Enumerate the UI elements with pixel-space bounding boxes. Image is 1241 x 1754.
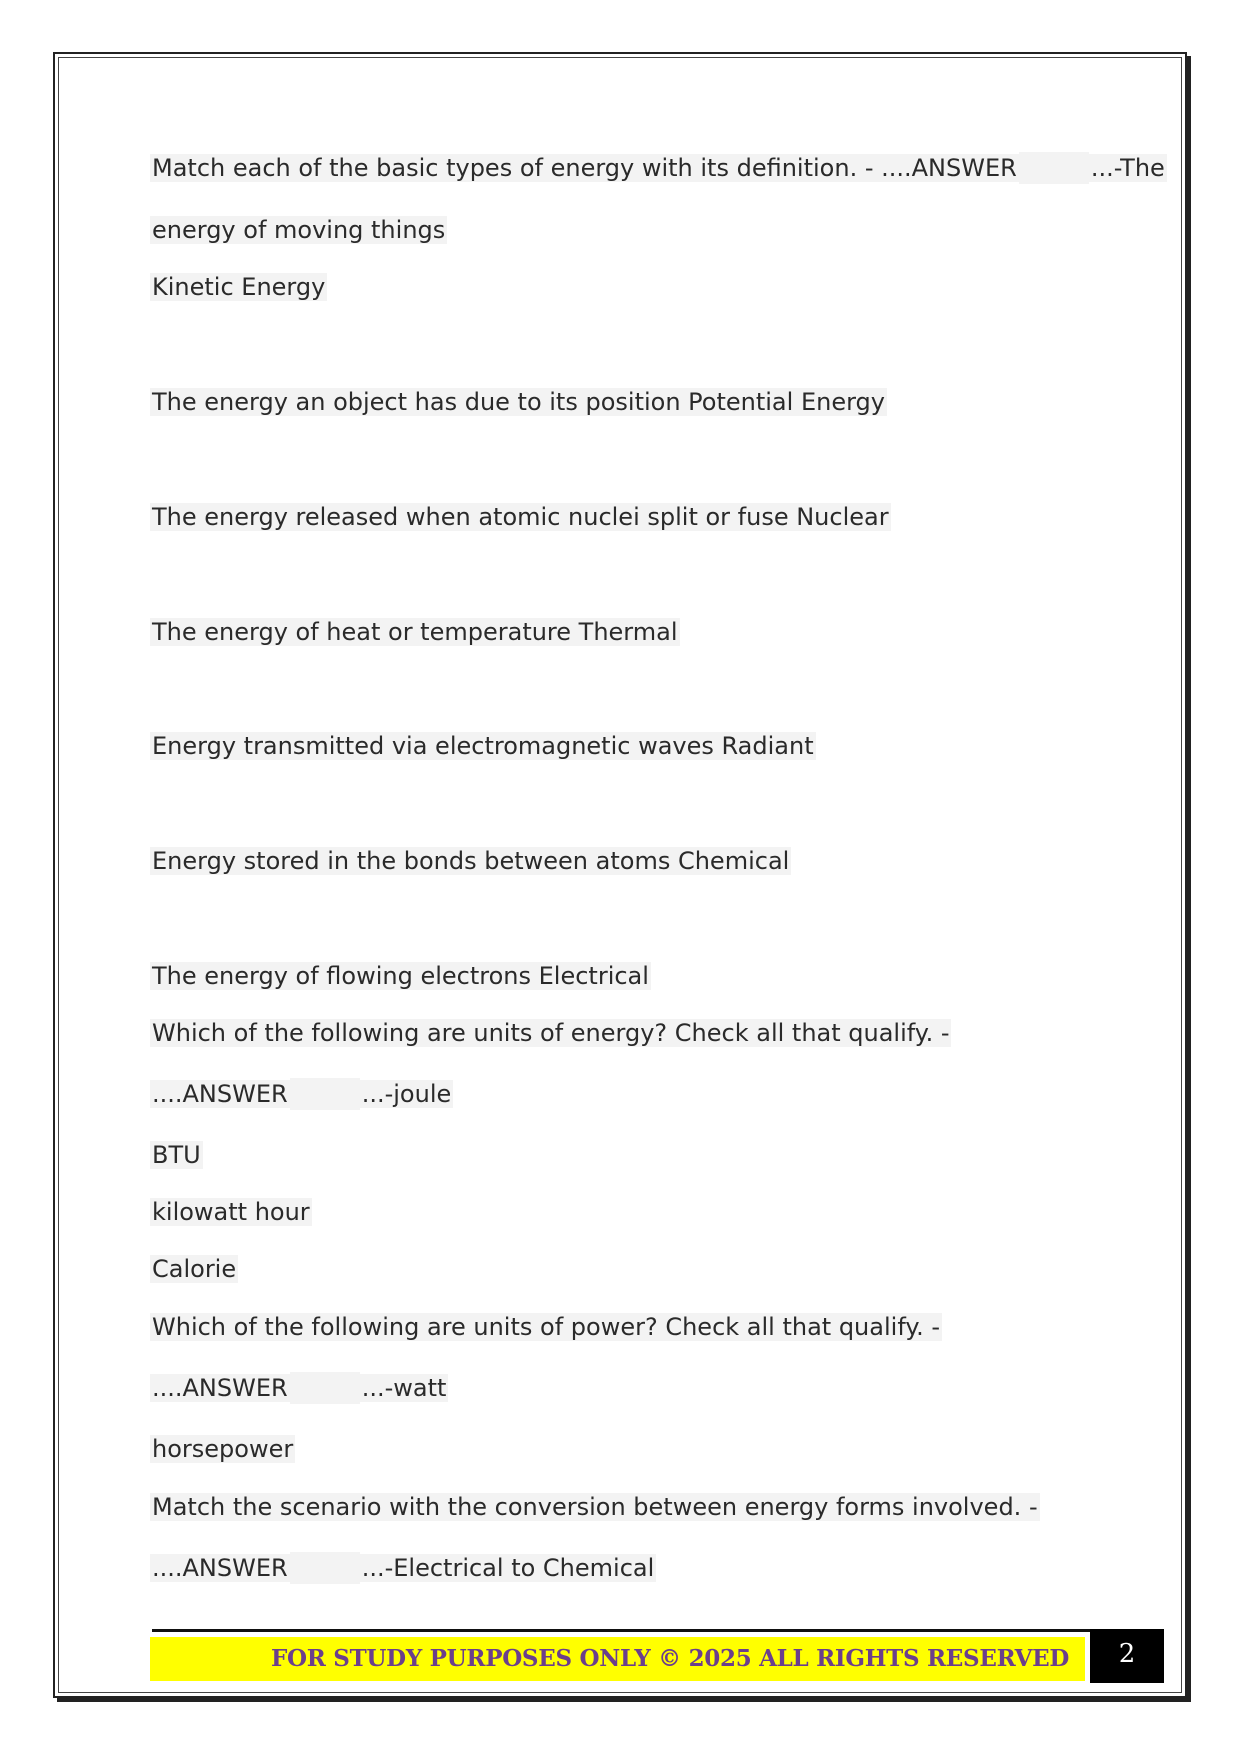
answer-text: kilowatt hour [152, 1198, 310, 1226]
question-1-line-6 [150, 616, 680, 648]
question-1-line-2 [150, 214, 447, 246]
answer-gap [290, 1552, 360, 1584]
footer-rule [152, 1629, 1092, 1632]
question-4-prompt [150, 1491, 1040, 1523]
answer-text: The energy an object has due to its position Potential Energy [152, 388, 885, 416]
answer-label: ....ANSWER [152, 1080, 288, 1108]
answer-gap [290, 1372, 360, 1404]
answer-gap [290, 1078, 360, 1110]
answer-text: Energy stored in the bonds between atoms Chemical [152, 847, 790, 875]
answer-text: BTU [152, 1141, 201, 1169]
question-3-answer [150, 1372, 448, 1404]
answer-text: energy of moving things [152, 216, 446, 244]
question-1-prompt: Match each of the basic types of energy with its definition. - ....ANSWER [152, 154, 1017, 182]
question-2-line-5 [150, 1253, 238, 1285]
question-3-prompt [150, 1311, 942, 1343]
question-2-line-4 [150, 1196, 312, 1228]
answer-gap [1019, 152, 1089, 184]
page-number: 2 [1090, 1629, 1164, 1683]
question-2-answer [150, 1078, 453, 1110]
footer-notice: FOR STUDY PURPOSES ONLY © 2025 ALL RIGHTS RESERVED [150, 1637, 1085, 1681]
answer-text: Calorie [152, 1255, 237, 1283]
answer-text: ...-Electrical to Chemical [361, 1554, 655, 1582]
answer-text: The energy of flowing electrons Electrical [152, 962, 649, 990]
question-1-line-4 [150, 386, 887, 418]
question-1-line-5 [150, 501, 891, 533]
question-3-line-3 [150, 1433, 295, 1465]
answer-label: ....ANSWER [152, 1374, 288, 1402]
question-2-line-3 [150, 1139, 203, 1171]
answer-text: Energy transmitted via electromagnetic waves Radiant [152, 732, 814, 760]
answer-text: The energy of heat or temperature Thermal [152, 618, 678, 646]
question-text: Which of the following are units of power? Check all that qualify. - [152, 1313, 941, 1341]
answer-label: ....ANSWER [152, 1554, 288, 1582]
answer-lead: ...-The [1090, 154, 1165, 182]
question-1-line-9 [150, 960, 651, 992]
question-1-line-1 [150, 152, 1167, 184]
question-text: Match the scenario with the conversion between energy forms involved. - [152, 1493, 1038, 1521]
question-text: Which of the following are units of energy? Check all that qualify. - [152, 1019, 950, 1047]
answer-text: ...-watt [361, 1374, 447, 1402]
answer-text: Kinetic Energy [152, 273, 326, 301]
answer-text: ...-joule [361, 1080, 452, 1108]
question-2-prompt [150, 1017, 951, 1049]
question-1-line-7 [150, 730, 816, 762]
question-1-line-3 [150, 271, 327, 303]
question-1-line-8 [150, 845, 791, 877]
answer-text: horsepower [152, 1435, 294, 1463]
question-4-answer [150, 1552, 656, 1584]
answer-text: The energy released when atomic nuclei split or fuse Nuclear [152, 503, 889, 531]
